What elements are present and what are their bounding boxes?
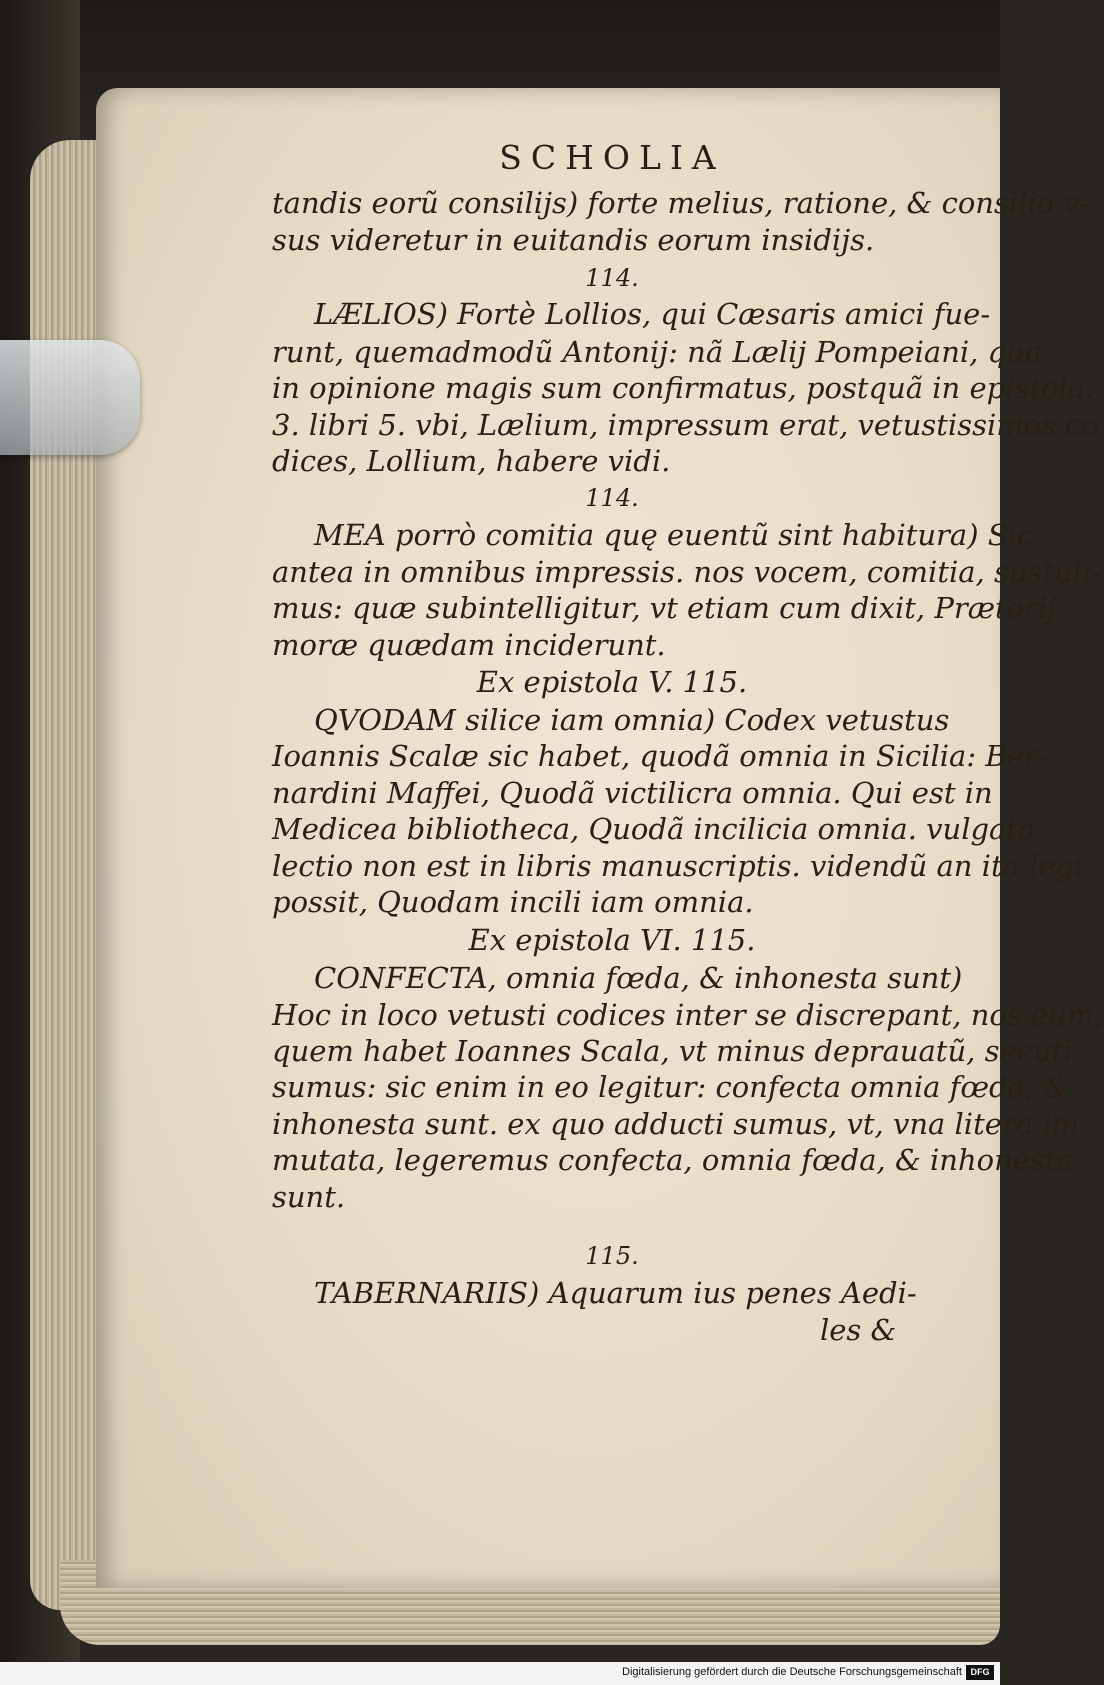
section-number: 114. [585,484,639,512]
text-line: inhonesta sunt. ex quo adducti sumus, vt, vna litera im [272,1107,1080,1141]
text-line: mutata, legeremus confecta, omnia fœda, & inhonesta [272,1143,1074,1177]
text-line: CONFECTA, omnia fœda, & inhonesta sunt) [314,961,963,995]
text-line: QVODAM silice iam omnia) Codex vetustus [314,703,950,737]
text-line: moræ quædam inciderunt. [272,628,666,662]
text-line: possit, Quodam incili iam omnia. [272,885,754,919]
text-line: quem habet Ioannes Scala, vt minus deprauatũ, secuti [272,1034,1073,1068]
text-line: MEA porrò comitia quę euentũ sint habitura) Sic [314,518,1034,552]
text-line: in opinione magis sum confirmatus, postquã in epistola. [272,371,1095,405]
dfg-logo: DFG [966,1665,994,1680]
text-line: TABERNARIIS) Aquarum ius penes Aedi- [314,1276,917,1310]
page-clip [0,340,140,455]
section-heading: Ex epistola VI. 115. [468,923,756,957]
text-line: LÆLIOS) Fortè Lollios, qui Cæsaris amici fue- [314,297,991,331]
text-line: antea in omnibus impressis. nos vocem, comitia, sustuli- [272,555,1102,589]
text-line: tandis eorũ consilijs) forte melius, ratione, & consilio v- [272,186,1090,220]
text-line: sumus: sic enim in eo legitur: confecta omnia fœda, & [272,1070,1070,1104]
footer-credit: Digitalisierung gefördert durch die Deutsche Forschungsgemeinschaft [622,1666,962,1678]
section-number: 115. [585,1242,639,1270]
text-line: runt, quemadmodũ Antonij: nã Lælij Pompeiani, qua [272,335,1043,369]
section-heading: Ex epistola V. 115. [476,665,748,699]
text-line: sus videretur in euitandis eorum insidijs. [272,223,875,257]
text-line: lectio non est in libris manuscriptis. videndũ an ita legi [272,849,1084,883]
text-line: Medicea bibliotheca, Quodã incilicia omnia. vulgata [272,812,1036,846]
text-line: Ioannis Scalæ sic habet, quodã omnia in Sicilia: Ber- [272,739,1048,773]
text-line: nardini Maffei, Quodã victilicra omnia. Qui est in [272,776,993,810]
text-line: dices, Lollium, habere vidi. [272,444,671,478]
catchword: les & [820,1313,897,1347]
running-head: SCHOLIA [499,138,725,177]
text-line: Hoc in loco vetusti codices inter se discrepant, nos eum, [272,998,1104,1032]
text-line: sunt. [272,1180,346,1214]
text-line: 3. libri 5. vbi, Lælium, impressum erat, vetustissimos co [272,408,1099,442]
text-line: mus: quæ subintelligitur, vt etiam cum dixit, Prætorij [272,591,1057,625]
section-number: 114. [585,264,639,292]
